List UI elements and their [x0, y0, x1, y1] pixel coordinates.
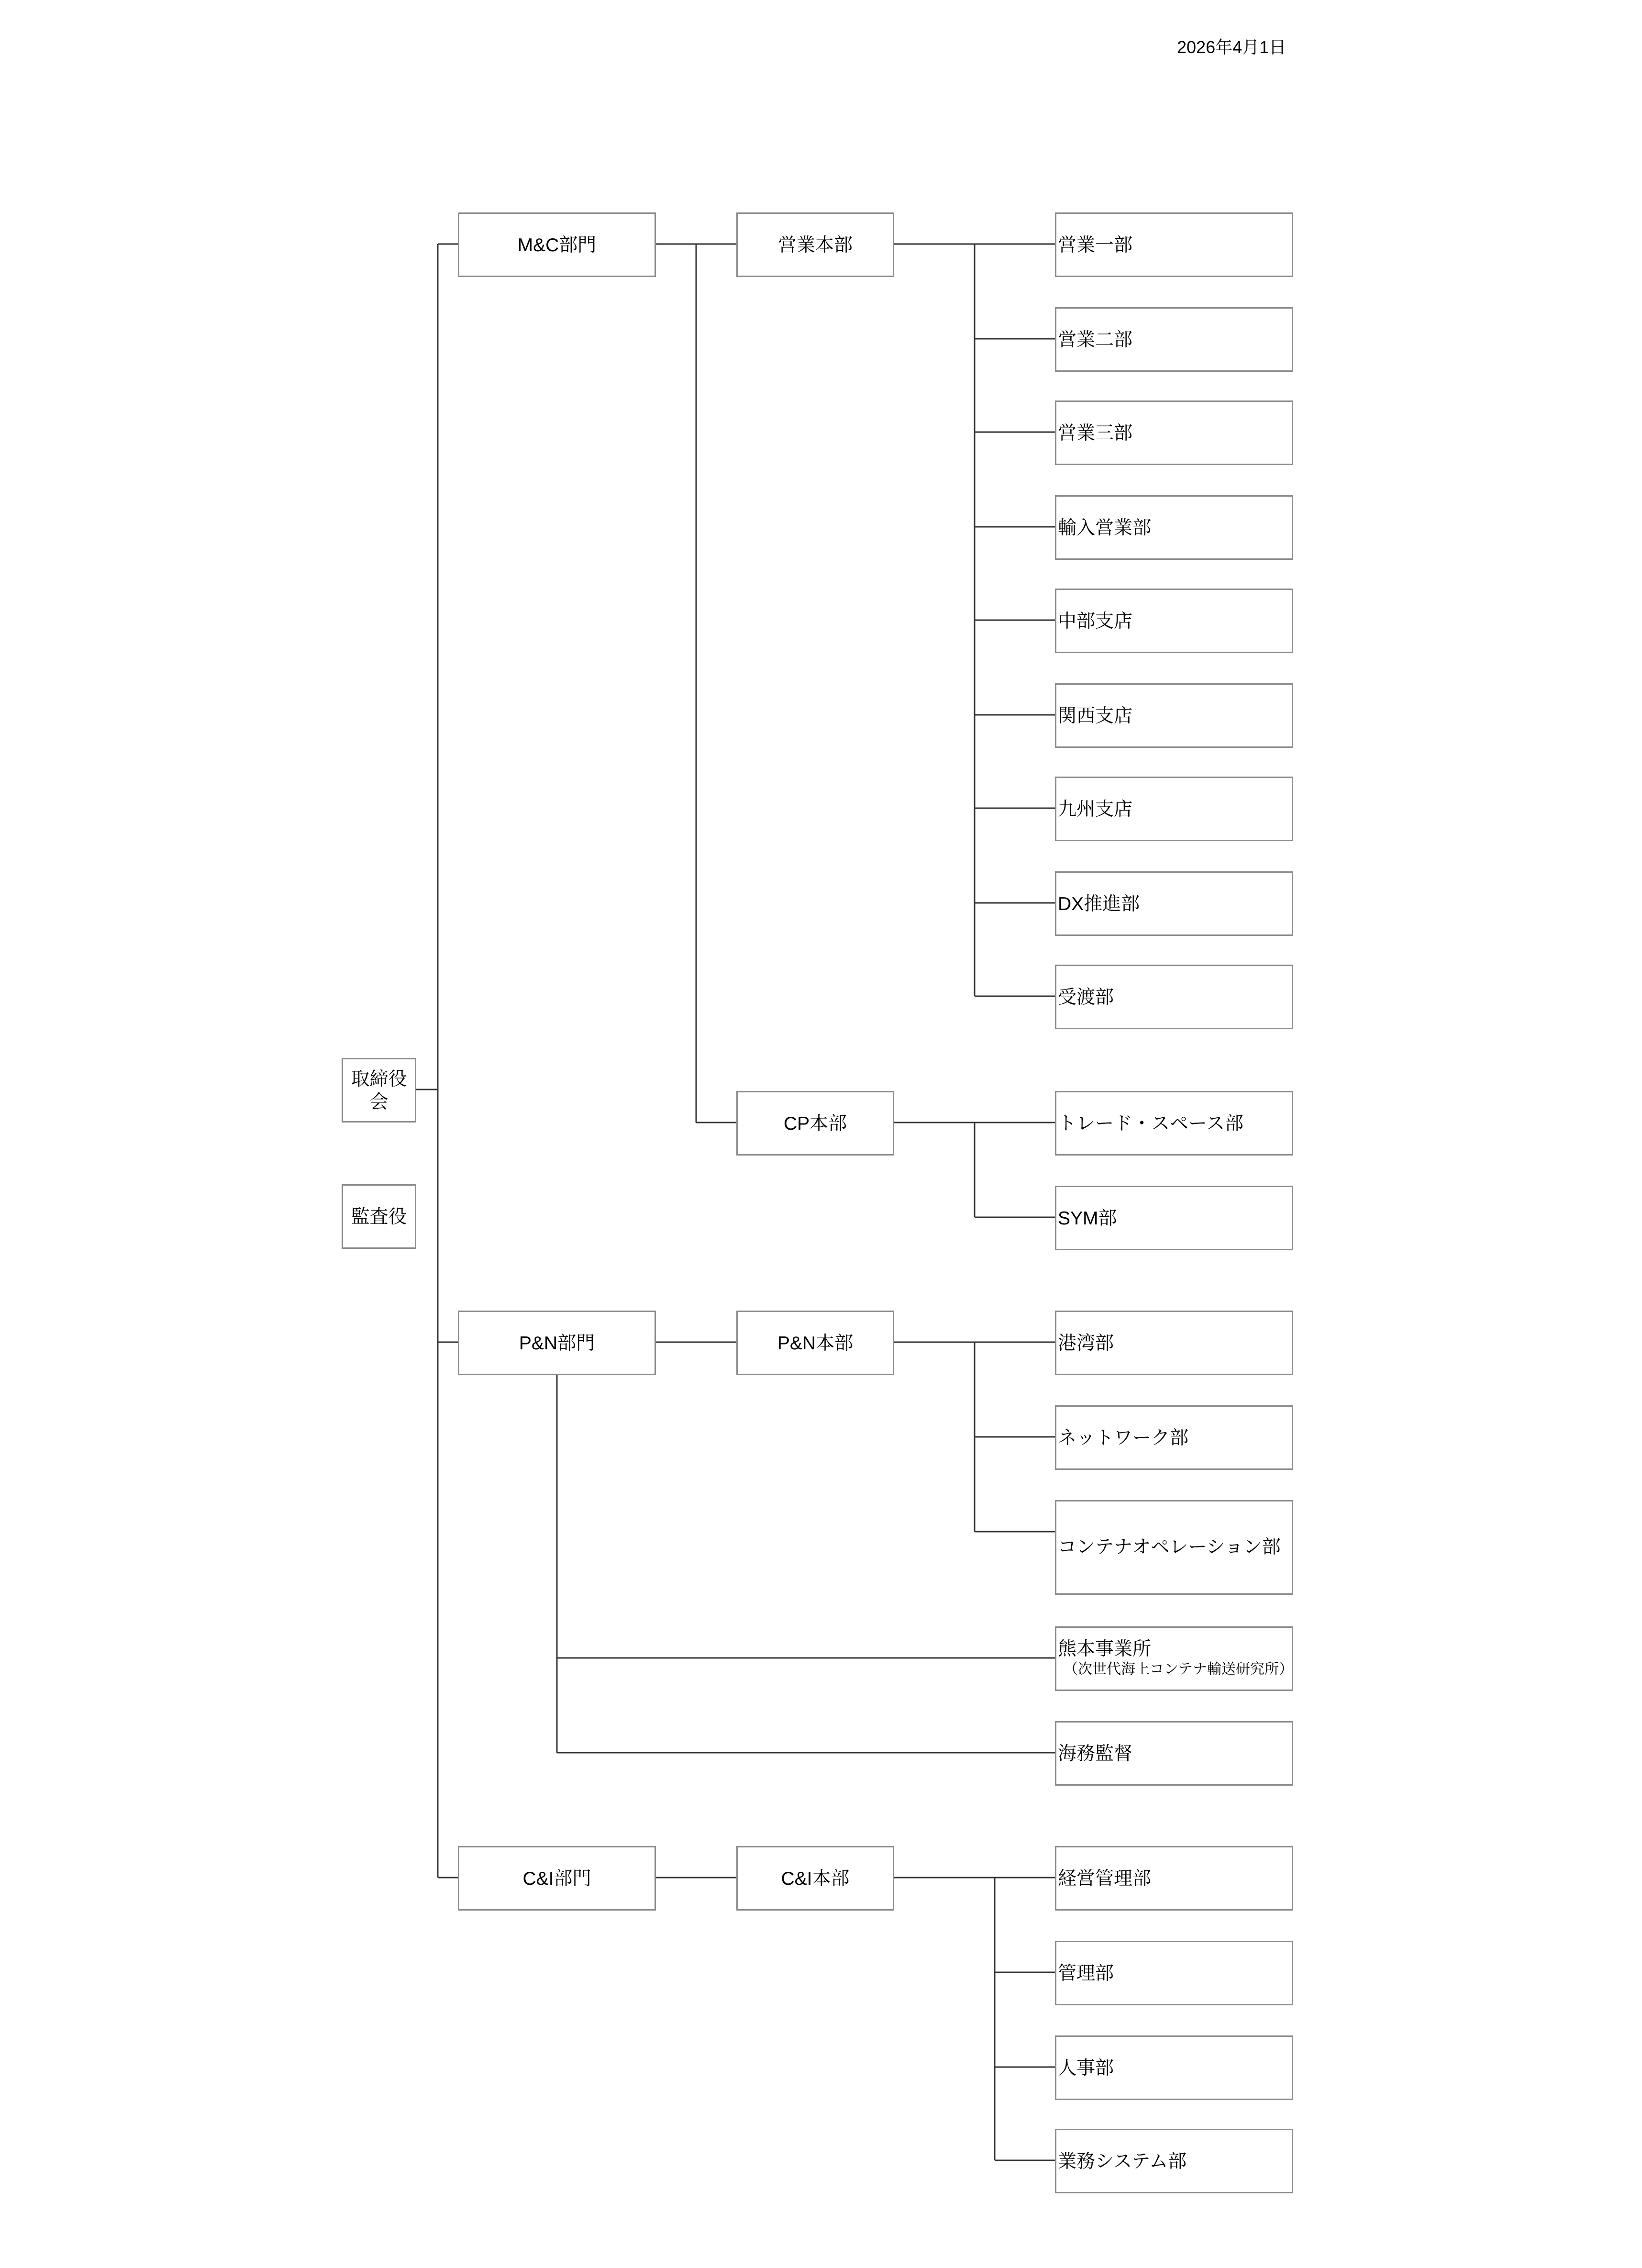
kumamoto-office-label: 熊本事業所 [1058, 1637, 1152, 1659]
kumamoto-office-box [1055, 1626, 1293, 1691]
sym-dept-box: SYM部 [1055, 1186, 1293, 1250]
sales-dept-1-box: 営業一部 [1055, 212, 1293, 277]
mc-division-box: M&C部門 [458, 212, 656, 277]
sales-dept-2-box: 営業二部 [1055, 307, 1293, 372]
marine-superintendent-box: 海務監督 [1055, 1721, 1293, 1786]
delivery-dept-box: 受渡部 [1055, 965, 1293, 1029]
network-dept-box: ネットワーク部 [1055, 1405, 1293, 1470]
import-sales-dept-box: 輸入営業部 [1055, 495, 1293, 560]
ci-division-box: C&I部門 [458, 1846, 656, 1911]
pn-hq-box: P&N本部 [736, 1311, 894, 1375]
port-dept-box: 港湾部 [1055, 1311, 1293, 1375]
ci-hq-box: C&I本部 [736, 1846, 894, 1911]
chart-date: 2026年4月1日 [1177, 37, 1287, 57]
kyushu-branch-box: 九州支店 [1055, 777, 1293, 841]
hr-dept-box: 人事部 [1055, 2035, 1293, 2100]
management-control-dept-box: 経営管理部 [1055, 1846, 1293, 1911]
container-operation-dept-box: コンテナオペレーション部 [1055, 1500, 1293, 1595]
kansai-branch-box: 関西支店 [1055, 683, 1293, 748]
business-systems-dept-box: 業務システム部 [1055, 2129, 1293, 2193]
sales-hq-box: 営業本部 [736, 212, 894, 277]
administration-dept-box: 管理部 [1055, 1941, 1293, 2005]
chubu-branch-box: 中部支店 [1055, 589, 1293, 653]
auditor-box: 監査役 [342, 1184, 416, 1249]
cp-hq-box: CP本部 [736, 1091, 894, 1156]
trade-space-dept-box: トレード・スペース部 [1055, 1091, 1293, 1156]
sales-dept-3-box: 営業三部 [1055, 400, 1293, 465]
board-of-directors-box: 取締役会 [342, 1058, 416, 1123]
kumamoto-office-sublabel: （次世代海上コンテナ輸送研究所） [1064, 1661, 1293, 1678]
dx-promotion-dept-box: DX推進部 [1055, 871, 1293, 936]
pn-division-box: P&N部門 [458, 1311, 656, 1375]
